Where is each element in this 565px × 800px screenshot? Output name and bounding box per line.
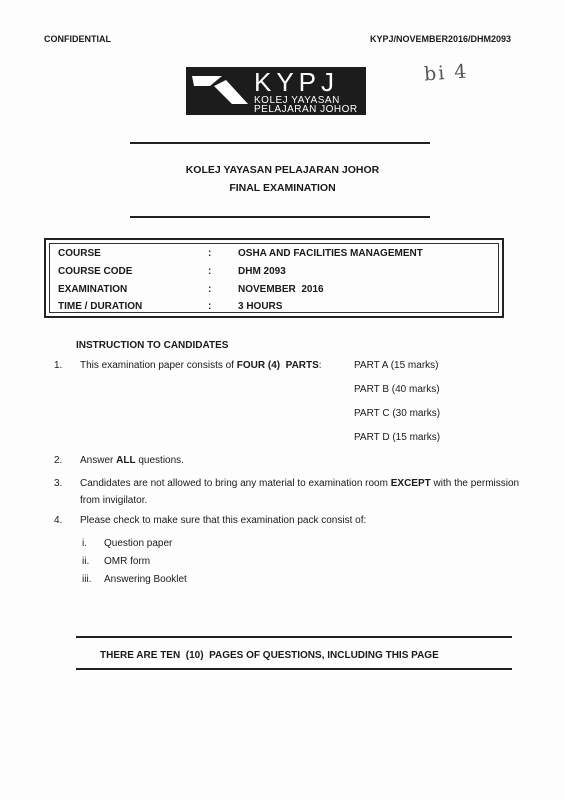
instruction-number: 4. <box>54 515 63 526</box>
info-colon: : <box>208 266 212 277</box>
instruction-3-bold: EXCEPT <box>390 478 431 489</box>
part-a: PART A (15 marks) <box>354 360 439 371</box>
info-value-course: OSHA AND FACILITIES MANAGEMENT <box>238 248 423 259</box>
logo-mark-icon <box>192 74 250 108</box>
pack-item-omr-form: OMR form <box>104 556 151 567</box>
institution-title: KOLEJ YAYASAN PELAJARAN JOHOR <box>185 164 380 176</box>
pack-number: i. <box>82 538 87 549</box>
info-label-duration: TIME / DURATION <box>58 301 143 312</box>
pack-number: iii. <box>82 574 92 585</box>
page-count-note: THERE ARE TEN (10) PAGES OF QUESTIONS, INCLUDING THIS PAGE <box>100 650 439 661</box>
exam-title: FINAL EXAMINATION <box>229 182 336 194</box>
instruction-3-end: with the permission <box>430 478 520 489</box>
instruction-number: 1. <box>54 360 63 371</box>
info-label-examination: EXAMINATION <box>58 284 128 295</box>
footer-rule-bottom <box>76 668 512 670</box>
info-value-course-code: DHM 2093 <box>238 266 286 277</box>
instruction-1-end: : <box>318 360 322 371</box>
info-value-duration: 3 HOURS <box>238 301 283 312</box>
instruction-3-text: Candidates are not allowed to bring any material to examination room <box>80 478 391 489</box>
instruction-number: 3. <box>54 478 63 489</box>
logo-line2: PELAJARAN JOHOR <box>254 104 358 115</box>
instructions-heading: INSTRUCTION TO CANDIDATES <box>76 340 229 351</box>
header-confidential: CONFIDENTIAL <box>44 34 111 44</box>
instruction-number: 2. <box>54 455 63 466</box>
part-d: PART D (15 marks) <box>354 432 441 443</box>
instruction-2-bold: ALL <box>116 455 136 466</box>
instruction-2-text: Answer <box>80 455 117 466</box>
instruction-2 <box>80 455 184 466</box>
part-c: PART C (30 marks) <box>354 408 441 419</box>
instruction-3-continued: from invigilator. <box>80 495 148 506</box>
info-colon: : <box>208 284 212 295</box>
instruction-2-end: questions. <box>135 455 184 466</box>
footer-rule-top <box>76 636 512 638</box>
pack-item-question-paper: Question paper <box>104 538 173 549</box>
instruction-4: Please check to make sure that this examination pack consist of: <box>80 515 367 526</box>
course-info-box <box>44 238 504 318</box>
info-label-course-code: COURSE CODE <box>58 266 133 277</box>
info-value-examination: NOVEMBER 2016 <box>238 284 324 295</box>
instruction-3 <box>80 478 519 489</box>
title-rule-top <box>130 142 430 144</box>
info-colon: : <box>208 248 212 259</box>
header-reference: KYPJ/NOVEMBER2016/DHM2093 <box>370 34 512 44</box>
kypj-logo <box>186 67 366 115</box>
info-label-course: COURSE <box>58 248 101 259</box>
info-colon: : <box>208 301 212 312</box>
title-rule-bottom <box>130 216 430 218</box>
part-b: PART B (40 marks) <box>354 384 440 395</box>
instruction-1-bold: FOUR (4) PARTS <box>236 360 319 371</box>
logo-line1: KOLEJ YAYASAN <box>254 95 340 106</box>
instruction-1 <box>80 360 322 371</box>
pack-item-answering-booklet: Answering Booklet <box>104 574 187 585</box>
pack-number: ii. <box>82 556 90 567</box>
logo-name: KYPJ <box>254 67 340 97</box>
handwritten-note: bi 4 <box>423 60 470 86</box>
instruction-1-text: This examination paper consists of <box>80 360 237 371</box>
